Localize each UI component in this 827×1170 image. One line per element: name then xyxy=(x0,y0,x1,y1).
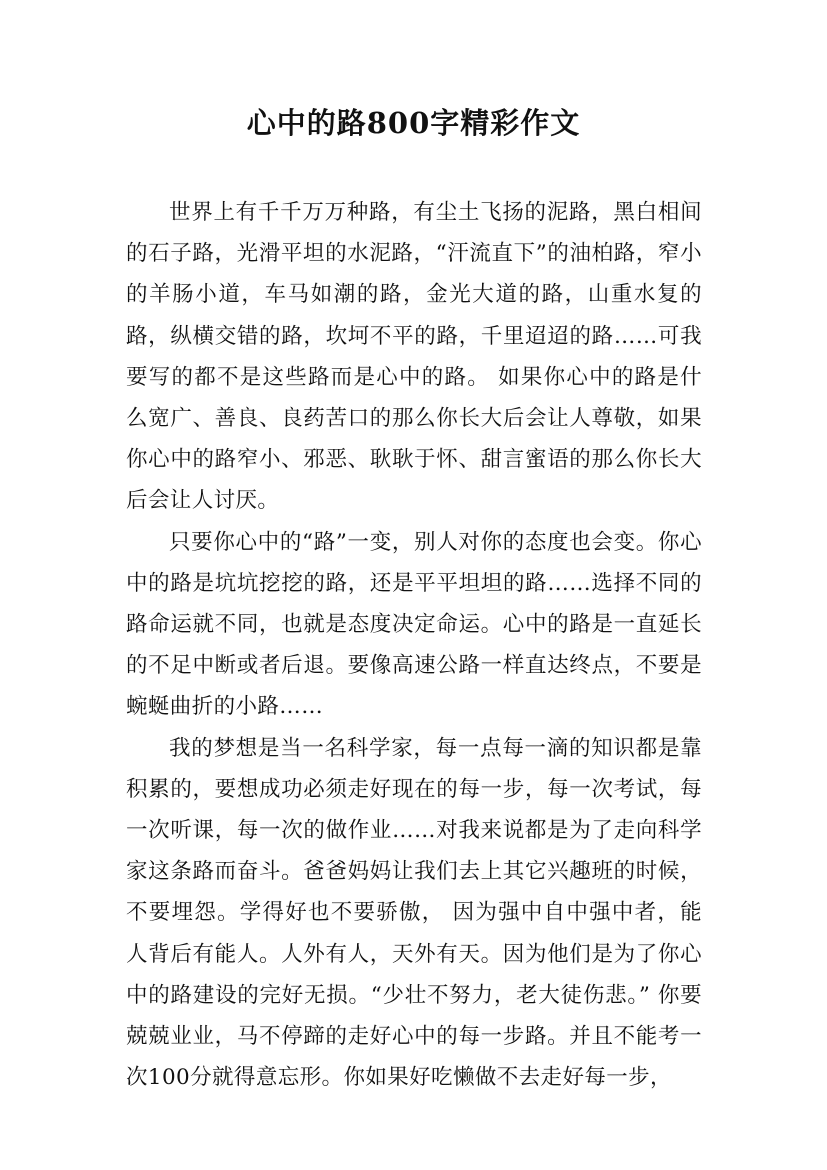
document-body xyxy=(126,192,702,1098)
paragraph-3: 我的梦想是当一名科学家，每一点每一滴的知识都是靠积累的，要想成功必须走好现在的每一步，每一次考试，每一次听课，每一次的做作业……对我来说都是为了走向科学家这条路而奋斗。爸爸妈妈让我们去上其它兴趣班的时候，不要埋怨。学得好也不要骄傲， 因为强中自中强中者，能人背后有能人。人外有人，天外有天。因为他们是为了你心中的路建设的完好无损。“少壮不努力，老大徒伤悲。” 你要兢兢业业，马不停蹄的走好心中的每一步路。并且不能考一次100分就得意忘形。你如果好吃懒做不去走好每一步， xyxy=(126,735,702,1091)
document-title: 心中的路800字精彩作文 xyxy=(246,106,581,140)
paragraph-1: 世界上有千千万万种路，有尘土飞扬的泥路，黑白相间的石子路，光滑平坦的水泥路，“汗流直下”的油柏路，窄小的羊肠小道，车马如潮的路，金光大道的路，山重水复的路，纵横交错的路，坎坷不平的路，千里迢迢的路……可我要写的都不是这些路而是心中的路。 如果你心中的路是什么宽广、善良、良药苦口的那么你长大后会让人尊敬，如果你心中的路窄小、邪恶、耿耿于怀、甜言蜜语的那么你长大后会让人讨厌。 xyxy=(126,200,702,514)
paragraph-2: 只要你心中的“路”一变，别人对你的态度也会变。你心中的路是坑坑挖挖的路，还是平平坦坦的路……选择不同的路命运就不同，也就是态度决定命运。心中的路是一直延长的不足中断或者后退。要像高速公路一样直达终点，不要是蜿蜒曲折的小路…… xyxy=(126,529,702,720)
